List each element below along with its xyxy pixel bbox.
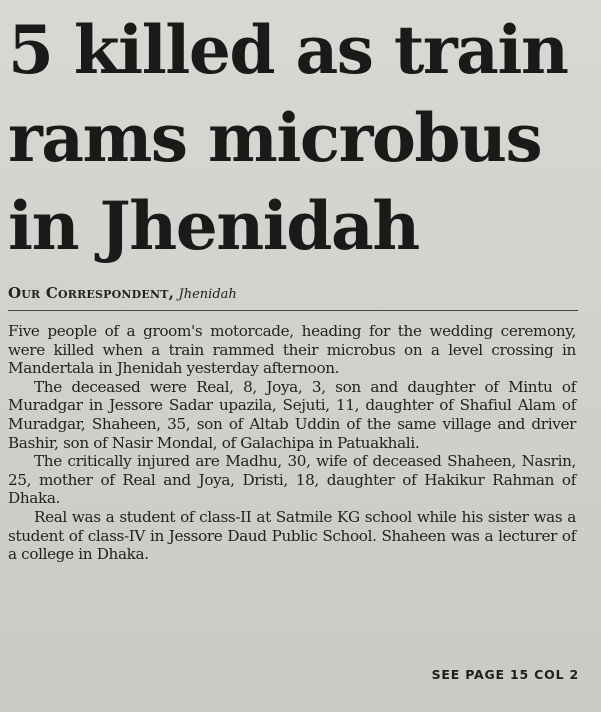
byline-author: Our Correspondent,: [8, 284, 175, 302]
headline-line-2: rams microbus: [8, 99, 542, 177]
headline: [8, 6, 593, 270]
article-paragraph: The deceased were Real, 8, Joya, 3, son and daughter of Mintu of Muradgar in Jessore Sadar upazila, Sejuti, 11, daughter of Shafiul Alam of Muradgar, Shaheen, 35, son of Altab Uddin of the same village and driver Bashir, son of Nasir Mondal, of Galachipa in Patuakhali.: [8, 377, 576, 452]
byline-location: Jhenidah: [178, 287, 237, 302]
article-paragraph: Five people of a groom's motorcade, heading for the wedding ceremony, were killed when a train rammed their microbus on a level crossing in Mandertala in Jhenidah yesterday afternoon.: [8, 322, 576, 378]
headline-line-1: 5 killed as train: [8, 11, 568, 89]
byline-divider: [8, 310, 578, 311]
article-body: [8, 322, 576, 564]
headline-line-3: in Jhenidah: [8, 187, 419, 265]
continuation-note: SEE PAGE 15 COL 2: [431, 667, 579, 682]
article-paragraph: The critically injured are Madhu, 30, wife of deceased Shaheen, Nasrin, 25, mother of Real and Joya, Dristi, 18, daughter of Hakikur Rahman of Dhaka.: [8, 452, 576, 508]
article-paragraph: Real was a student of class-II at Satmile KG school while his sister was a student of class-IV in Jessore Daud Public School. Shaheen was a lecturer of a college in Dhaka.: [8, 507, 576, 564]
byline: [8, 284, 237, 302]
